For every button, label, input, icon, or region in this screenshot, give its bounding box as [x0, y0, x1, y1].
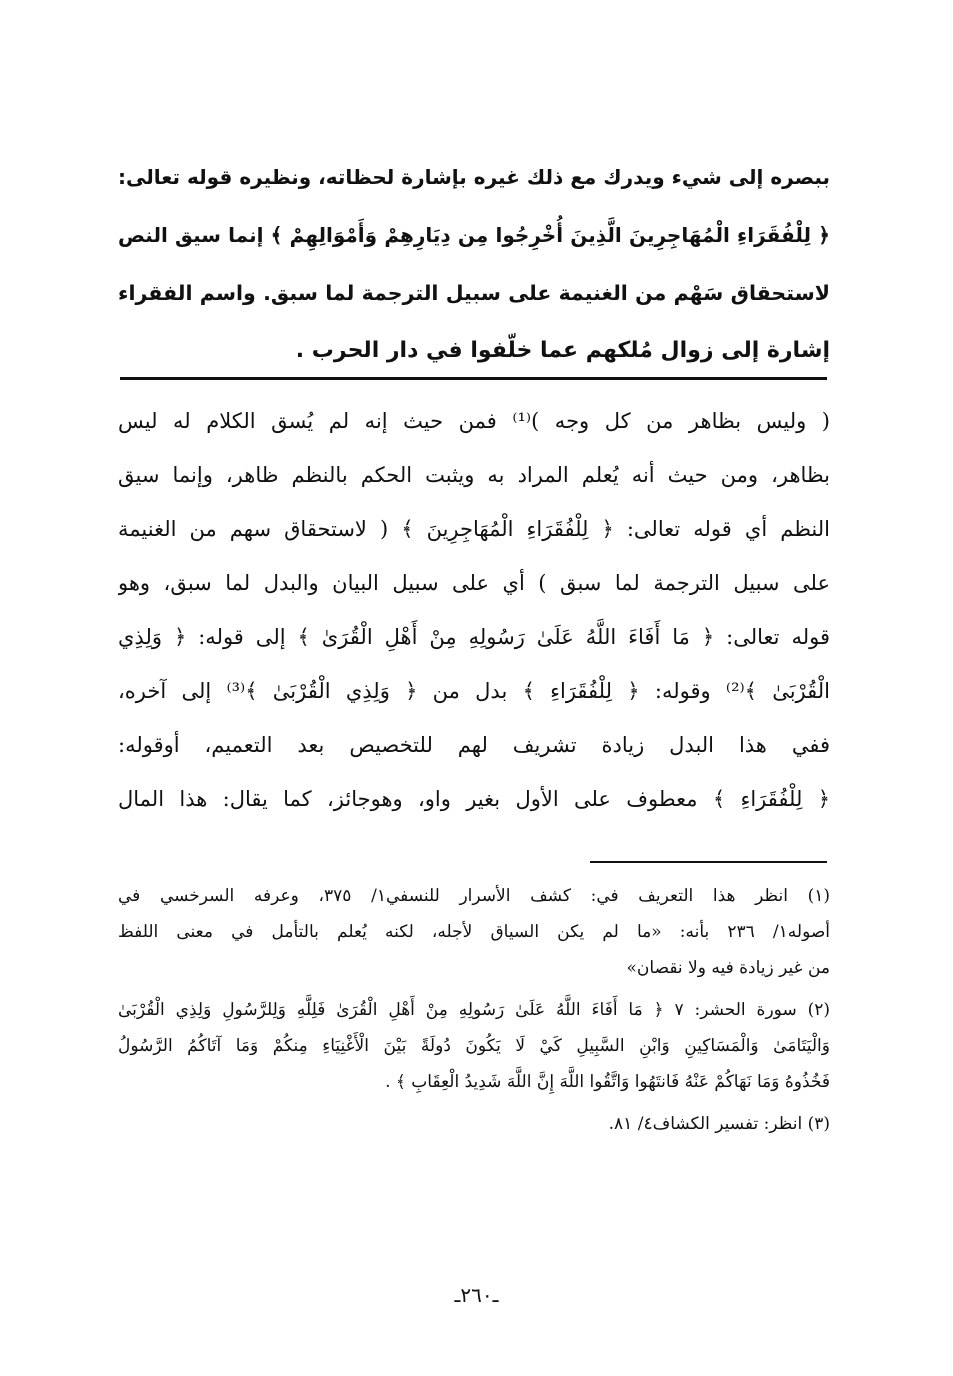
main-text-block	[118, 148, 830, 380]
footnote-2-line: فَخُذُوهُ وَمَا نَهَاكُمْ عَنْهُ فَانتَهُوا وَاتَّقُوا اللَّهَ إِنَّ اللَّهَ شَدِيدُ الْعِقَابِ ﴾ .	[385, 1072, 830, 1092]
footnote-2-line: (٢) سورة الحشر: ٧ ﴿ مَا أَفَاءَ اللَّهُ عَلَىٰ رَسُولِهِ مِنْ أَهْلِ الْقُرَىٰ فَلِلَّهِ وَلِلرَّسُولِ وَلِذِي الْقُرْبَىٰ	[118, 1000, 830, 1020]
main-text-line: لاستحقاق سَهْم من الغنيمة على سبيل الترجمة لما سبق. واسم الفقراء	[118, 281, 830, 305]
footnotes-block	[118, 878, 830, 1142]
commentary-line: النظم أي قوله تعالى: ﴿ لِلْفُقَرَاءِ الْمُهَاجِرِينَ ﴾ ( لاستحقاق سهم من الغنيمة	[118, 517, 830, 541]
main-text-line: ببصره إلى شيء ويدرك مع ذلك غيره بإشارة لحظاته، ونظيره قوله تعالى:	[118, 165, 830, 189]
commentary-line: على سبيل الترجمة لما سبق ) أي على سبيل البيان والبدل لما سبق، وهو	[118, 571, 830, 595]
footnote-2-line: وَالْيَتَامَىٰ وَالْمَسَاكِينِ وَابْنِ السَّبِيلِ كَيْ لَا يَكُونَ دُولَةً بَيْنَ الْأَغْنِيَاءِ مِنكُمْ وَمَا آتَاكُمُ الرَّسُولُ	[118, 1036, 830, 1056]
commentary-block	[118, 394, 830, 826]
commentary-line: الْقُرْبَىٰ ﴾⁽²⁾ وقوله: ﴿ لِلْفُقَرَاءِ ﴾ بدل من ﴿ وَلِذِي الْقُرْبَىٰ ﴾⁽³⁾ إلى آخره،	[118, 679, 830, 703]
commentary-line: ففي هذا البدل زيادة تشريف لهم للتخصيص بعد التعميم، أوقوله:	[118, 733, 830, 757]
commentary-line: ( وليس بظاهر من كل وجه )⁽¹⁾ فمن حيث إنه لم يُسق الكلام له ليس	[118, 409, 830, 433]
commentary-line: قوله تعالى: ﴿ مَا أَفَاءَ اللَّهُ عَلَىٰ رَسُولِهِ مِنْ أَهْلِ الْقُرَىٰ ﴾ إلى قوله: ﴿ وَلِذِي	[118, 625, 830, 649]
main-divider	[120, 377, 827, 380]
footnote-1-line: (١) انظر هذا التعريف في: كشف الأسرار للنسفي١/ ٣٧٥، وعرفه السرخسي في	[118, 886, 830, 906]
footnote-1-line: من غير زيادة فيه ولا نقصان»	[626, 958, 830, 978]
footnote-1-line: أصوله١/ ٢٣٦ بأنه: «ما لم يكن السياق لأجله، لكنه يُعلم بالتأمل في معنى اللفظ	[118, 922, 830, 942]
page-number: ـ٢٦٠ـ	[454, 1283, 499, 1307]
commentary-line: ﴿ لِلْفُقَرَاءِ ﴾ معطوف على الأول بغير واو، وهوجائز، كما يقال: هذا المال	[118, 787, 830, 811]
footnote-divider	[590, 861, 827, 863]
commentary-line: بظاهر، ومن حيث أنه يُعلم المراد به ويثبت الحكم بالنظم ظاهر، وإنما سيق	[118, 463, 830, 487]
main-text-line: ﴿ لِلْفُقَرَاءِ الْمُهَاجِرِينَ الَّذِينَ أُخْرِجُوا مِن دِيَارِهِمْ وَأَمْوَالِهِمْ ﴾ إنما سيق النص	[118, 223, 830, 247]
main-text-line: إشارة إلى زوال مُلكهم عما خلّفوا في دار الحرب .	[295, 338, 830, 363]
footnote-3-line: (٣) انظر: تفسير الكشاف٤/ ٨١.	[608, 1114, 830, 1134]
